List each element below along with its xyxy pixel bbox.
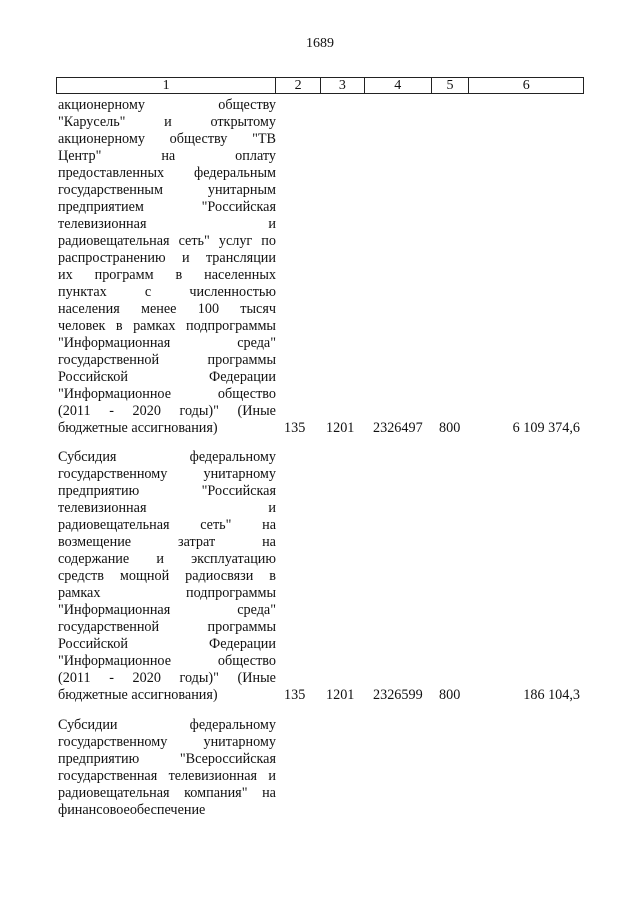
description-word: с [144, 284, 152, 300]
description-word: телевизионная [58, 500, 147, 516]
description-word: 2020 [132, 670, 161, 686]
description-word: "Всероссийская [179, 751, 276, 767]
description-word: обществу [218, 97, 276, 113]
entry-column-2: 135 [284, 687, 306, 703]
description-word: - [109, 403, 114, 419]
description-word: "Информационное [58, 653, 172, 669]
description-line [58, 403, 276, 420]
description-word: "Информационная [58, 335, 171, 351]
description-word: менее [141, 301, 177, 317]
description-word: радиовещательная [58, 517, 170, 533]
description-word: Субсидия [58, 449, 117, 465]
description-line [58, 785, 276, 802]
description-word: федеральному [189, 449, 276, 465]
description-word: среда" [237, 335, 276, 351]
description-line [58, 717, 276, 734]
page-number: 1689 [306, 36, 334, 51]
description-word: унитарному [203, 466, 276, 482]
description-word: федеральному [189, 717, 276, 733]
description-line [58, 585, 276, 602]
description-word: и [181, 250, 190, 266]
description-word: пунктах [58, 284, 107, 300]
description-word: трансляции [205, 250, 276, 266]
description-line [58, 483, 276, 500]
description-line [58, 165, 276, 182]
entry-column-3: 1201 [326, 420, 355, 436]
description-line [58, 216, 276, 233]
description-line [58, 449, 276, 466]
description-word: тысяч [240, 301, 276, 317]
description-word: затрат [178, 534, 216, 550]
description-word: Российской [58, 369, 128, 385]
description-word: акционерному [58, 131, 145, 147]
description-word: финансовое [58, 802, 130, 818]
description-word: на [161, 148, 176, 164]
description-line [58, 670, 276, 687]
description-word: акционерному [58, 97, 145, 113]
entry-description [58, 717, 276, 819]
description-line [58, 267, 276, 284]
description-word: государственным [58, 182, 163, 198]
description-word: и [268, 768, 276, 784]
description-line [58, 751, 276, 768]
description-word: программы [207, 352, 276, 368]
table-header-row [56, 77, 584, 94]
description-word: рамках [58, 585, 101, 601]
entry-column-2: 135 [284, 420, 306, 436]
description-line [58, 114, 276, 131]
description-word: государственному [58, 734, 168, 750]
description-word: - [109, 670, 114, 686]
description-word: телевизионная [58, 216, 147, 232]
column-header-5: 5 [432, 78, 470, 93]
description-word: в [115, 318, 123, 334]
description-word: программы [207, 619, 276, 635]
description-word: средств [58, 568, 104, 584]
description-word: сеть" [200, 517, 232, 533]
entry-column-3: 1201 [326, 687, 355, 703]
description-word: унитарным [207, 182, 276, 198]
description-line [58, 466, 276, 483]
description-word: "Карусель" [58, 114, 126, 130]
description-word: мощной [119, 568, 170, 584]
description-word: в [175, 267, 183, 283]
description-line [58, 301, 276, 318]
column-header-4: 4 [365, 78, 432, 93]
description-line [58, 335, 276, 352]
description-word: подпрограммы [186, 585, 276, 601]
description-line [58, 352, 276, 369]
description-word: государственной [58, 619, 160, 635]
description-word: бюджетные ассигнования) [58, 420, 218, 436]
description-word: унитарному [203, 734, 276, 750]
description-word: государственному [58, 466, 168, 482]
description-line [58, 131, 276, 148]
column-header-6: 6 [522, 78, 530, 93]
entry-column-5: 800 [439, 687, 461, 703]
column-header-3: 3 [321, 78, 365, 93]
description-word: радиосвязи [185, 568, 254, 584]
description-word: обеспечение [129, 802, 206, 818]
description-word: в [269, 568, 276, 584]
description-word: сеть" [178, 233, 210, 249]
description-line [58, 318, 276, 335]
description-word: предприятием [58, 199, 144, 215]
description-word: предприятию [58, 483, 140, 499]
entry-description [58, 449, 276, 704]
description-word: распространению [58, 250, 166, 266]
description-word: и [156, 551, 164, 567]
description-word: Федерации [208, 636, 276, 652]
description-word: оплату [235, 148, 276, 164]
description-word: подпрограммы [185, 318, 276, 334]
description-line [58, 199, 276, 216]
description-word: на [262, 534, 276, 550]
description-line [58, 233, 276, 250]
description-word: Федерации [208, 369, 276, 385]
description-word: Субсидии [58, 717, 118, 733]
description-word: "Российская [201, 199, 276, 215]
description-line [58, 517, 276, 534]
description-word: общество [217, 386, 276, 402]
description-word: открытому [210, 114, 276, 130]
column-header-2: 2 [276, 78, 321, 93]
description-word: Центр" [58, 148, 102, 164]
description-line [58, 284, 276, 301]
description-line [58, 687, 276, 704]
description-word: на [262, 517, 276, 533]
description-word: радиовещательная [58, 233, 170, 249]
description-line [58, 500, 276, 517]
description-line [58, 534, 276, 551]
description-word: 2020 [132, 403, 161, 419]
description-word: государственной [58, 352, 160, 368]
description-word: их [58, 267, 73, 283]
entry-column-6: 6 109 374,6 [512, 420, 580, 436]
description-word: (Иные [237, 403, 276, 419]
description-line [58, 653, 276, 670]
description-line [58, 182, 276, 199]
description-word: "Российская [201, 483, 276, 499]
description-word: (Иные [237, 670, 276, 686]
description-word: по [261, 233, 276, 249]
description-word: общество [217, 653, 276, 669]
description-word: радиовещательная [58, 785, 170, 801]
description-word: "ТВ [252, 131, 276, 147]
description-line [58, 619, 276, 636]
description-word: и [268, 500, 276, 516]
entry-column-5: 800 [439, 420, 461, 436]
description-word: на [262, 785, 276, 801]
description-word: годы)" [179, 670, 219, 686]
description-word: обществу [169, 131, 228, 147]
description-word: (2011 [58, 670, 91, 686]
description-line [58, 734, 276, 751]
description-word: бюджетные ассигнования) [58, 687, 218, 703]
description-word: содержание [58, 551, 130, 567]
description-line [58, 369, 276, 386]
entry-description [58, 97, 276, 437]
description-line [58, 148, 276, 165]
description-word: программ [94, 267, 154, 283]
description-word: государственная [58, 768, 158, 784]
description-line [58, 636, 276, 653]
description-word: среда" [237, 602, 276, 618]
description-line [58, 602, 276, 619]
description-word: населенных [204, 267, 276, 283]
description-line [58, 768, 276, 785]
description-word: и [268, 216, 276, 232]
description-word: рамках [133, 318, 176, 334]
description-word: "Информационная [58, 602, 171, 618]
description-word: предоставленных [58, 165, 165, 181]
description-word: компания" [184, 785, 248, 801]
description-line [58, 97, 276, 114]
description-line [58, 551, 276, 568]
description-word: годы)" [179, 403, 219, 419]
description-word: численностью [189, 284, 276, 300]
description-word: телевизионная [168, 768, 258, 784]
entry-column-4: 2326599 [373, 687, 423, 703]
entry-column-6: 186 104,3 [523, 687, 580, 703]
description-word: и [164, 114, 172, 130]
description-word: предприятию [58, 751, 140, 767]
description-line [58, 568, 276, 585]
description-word: (2011 [58, 403, 91, 419]
description-word: Российской [58, 636, 128, 652]
description-line [58, 420, 276, 437]
description-word: федеральным [194, 165, 276, 181]
description-word: 100 [197, 301, 220, 317]
description-line [58, 250, 276, 267]
description-word: услуг [218, 233, 253, 249]
description-word: эксплуатацию [191, 551, 276, 567]
description-line [58, 802, 276, 819]
description-word: возмещение [58, 534, 132, 550]
entry-column-4: 2326497 [373, 420, 423, 436]
description-word: "Информационное [58, 386, 172, 402]
column-header-1: 1 [57, 78, 276, 93]
description-word: человек [58, 318, 106, 334]
description-line [58, 386, 276, 403]
description-word: населения [58, 301, 120, 317]
